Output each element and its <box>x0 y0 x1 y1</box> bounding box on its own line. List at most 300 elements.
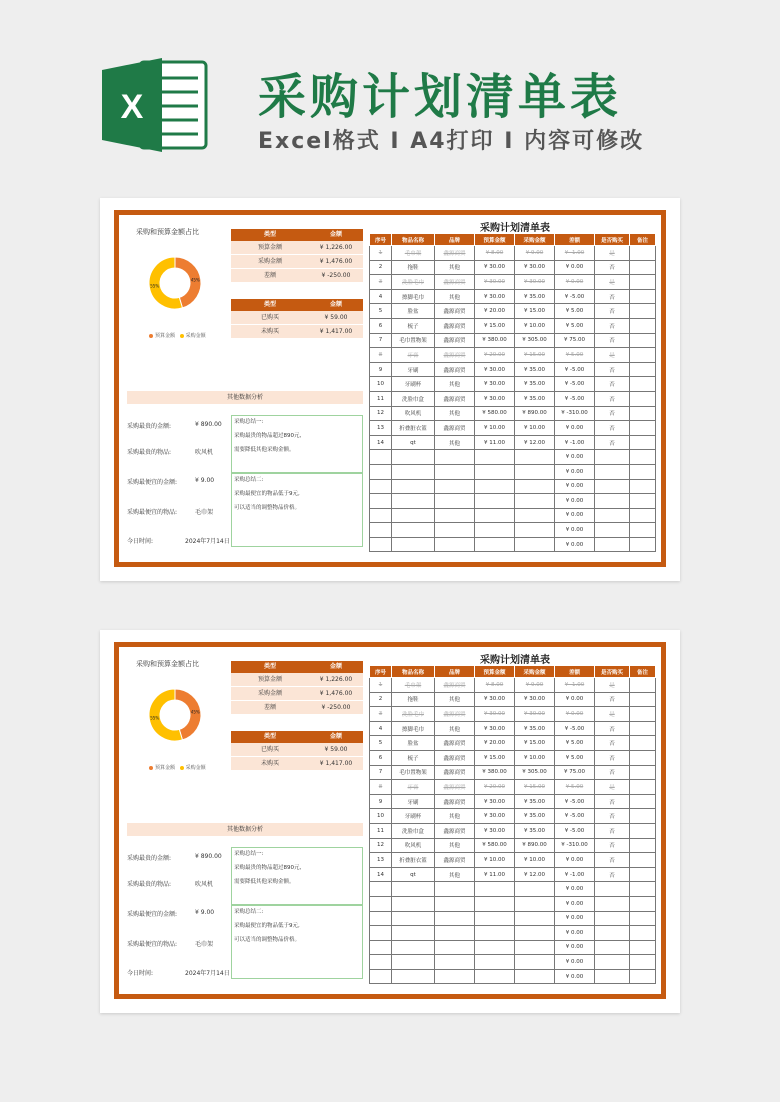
table-row <box>370 435 656 450</box>
cell-bought: 否 <box>595 809 630 824</box>
header-type: 类型 <box>263 663 276 670</box>
analysis-title: 其他数据分析 <box>127 823 363 836</box>
table-row <box>370 823 656 838</box>
cell-no: 9 <box>370 794 392 809</box>
cell-budget: ¥ 30.00 <box>475 391 515 406</box>
cell-diff: ¥ 0.00 <box>555 421 595 436</box>
table-row <box>370 406 656 421</box>
cell-brand: 鑫源商贸 <box>435 794 475 809</box>
cell-note <box>630 721 656 736</box>
column-header: 备注 <box>630 234 656 246</box>
cell-diff: ¥ 0.00 <box>555 494 595 509</box>
summary-table-purchase <box>231 731 363 771</box>
cell-no: 8 <box>370 348 392 363</box>
cell-diff: ¥ 5.00 <box>555 780 595 795</box>
cell-bought: 否 <box>595 867 630 882</box>
summary-row <box>231 757 363 771</box>
cell-diff: ¥ -1.00 <box>555 867 595 882</box>
cell-diff: ¥ -5.00 <box>555 823 595 838</box>
cell-diff: ¥ 0.00 <box>555 260 595 275</box>
cell-cost: ¥ 10.00 <box>515 421 555 436</box>
cell-cost: ¥ 35.00 <box>515 823 555 838</box>
pie-data-label: 45% <box>190 709 200 715</box>
summary-header <box>231 731 363 743</box>
cell-budget: ¥ 11.00 <box>475 867 515 882</box>
cell-note <box>630 853 656 868</box>
cell-no: 6 <box>370 750 392 765</box>
cell-note <box>630 260 656 275</box>
cell-cost: ¥ 10.00 <box>515 853 555 868</box>
stat-label: 采购最便宜的物品: <box>127 509 178 516</box>
summary-box-1 <box>231 847 363 905</box>
cell-bought: 是 <box>595 275 630 290</box>
cell-cost: ¥ 35.00 <box>515 289 555 304</box>
cell-name: 折叠脏衣篮 <box>392 853 435 868</box>
cell-brand: 鑫源商贸 <box>435 246 475 261</box>
summary-table-amounts <box>231 229 363 283</box>
table-title: 采购计划清单表 <box>480 223 550 234</box>
cell-note <box>630 838 656 853</box>
column-header: 物品名称 <box>392 666 435 678</box>
cell-budget: ¥ 30.00 <box>475 362 515 377</box>
table-row <box>370 794 656 809</box>
header-amount: 金额 <box>329 301 342 308</box>
table-row <box>370 809 656 824</box>
cell-budget: ¥ 30.00 <box>475 721 515 736</box>
table-row-empty <box>370 926 656 941</box>
cell-diff: ¥ 0.00 <box>555 926 595 941</box>
cell-diff: ¥ 75.00 <box>555 333 595 348</box>
cell-note <box>630 707 656 722</box>
cell-diff: ¥ -310.00 <box>555 838 595 853</box>
cell-no: 5 <box>370 736 392 751</box>
cell-bought: 否 <box>595 750 630 765</box>
summary-label: 采购金额 <box>257 690 282 697</box>
sheet-page-2 <box>100 630 680 1013</box>
summary-row <box>231 701 363 715</box>
header-type: 类型 <box>263 733 276 740</box>
summary-label: 差额 <box>263 704 276 711</box>
cell-no: 4 <box>370 289 392 304</box>
cell-name: 洗脸巾盒 <box>392 823 435 838</box>
stat-value: 毛巾架 <box>195 509 214 516</box>
summary-box-line: 需要降低其他采购金额。 <box>234 879 295 885</box>
column-header: 序号 <box>370 666 392 678</box>
cell-budget: ¥ 30.00 <box>475 692 515 707</box>
cell-bought: 否 <box>595 406 630 421</box>
stat-label: 今日时间: <box>127 970 154 977</box>
cell-diff: ¥ 5.00 <box>555 750 595 765</box>
stat-value: ¥ 890.00 <box>195 853 222 860</box>
cell-name: 牙刷 <box>392 362 435 377</box>
cell-diff: ¥ -310.00 <box>555 406 595 421</box>
cell-bought: 否 <box>595 435 630 450</box>
table-row <box>370 421 656 436</box>
purchase-plan-table <box>369 233 656 552</box>
cell-note <box>630 377 656 392</box>
summary-label: 采购金额 <box>257 258 282 265</box>
cell-brand: 鑫源商贸 <box>435 678 475 693</box>
cell-name: 毛巾置物架 <box>392 333 435 348</box>
cell-no: 1 <box>370 246 392 261</box>
table-row <box>370 304 656 319</box>
cell-budget: ¥ 30.00 <box>475 794 515 809</box>
table-row <box>370 692 656 707</box>
stat-value: 2024年7月14日 <box>185 538 230 545</box>
cell-diff: ¥ 0.00 <box>555 450 595 465</box>
cell-cost: ¥ 9.00 <box>515 246 555 261</box>
summary-value: ¥ 1,226.00 <box>319 676 353 683</box>
cell-no: 3 <box>370 275 392 290</box>
cell-name: qt <box>392 867 435 882</box>
cell-cost: ¥ 15.00 <box>515 304 555 319</box>
pie-data-label: 55% <box>150 715 160 721</box>
pie-data-label: 45% <box>190 277 200 283</box>
cell-note <box>630 246 656 261</box>
summary-box-line: 采购最贵的物品超过890元, <box>234 865 302 871</box>
cell-cost: ¥ 35.00 <box>515 377 555 392</box>
table-row-empty <box>370 450 656 465</box>
summary-value: ¥ 59.00 <box>324 314 348 321</box>
cell-bought: 是 <box>595 348 630 363</box>
pie-title: 采购和预算金额占比 <box>136 228 199 236</box>
summary-value: ¥ 59.00 <box>324 746 348 753</box>
cell-budget: ¥ 8.00 <box>475 246 515 261</box>
cell-diff: ¥ -1.00 <box>555 678 595 693</box>
cell-diff: ¥ 0.00 <box>555 464 595 479</box>
cell-brand: 其他 <box>435 721 475 736</box>
cell-brand: 其他 <box>435 838 475 853</box>
cell-cost: ¥ 15.00 <box>515 736 555 751</box>
cell-no: 10 <box>370 809 392 824</box>
cell-no: 2 <box>370 260 392 275</box>
cell-no: 8 <box>370 780 392 795</box>
stat-label: 采购最便宜的物品: <box>127 941 178 948</box>
cell-bought: 否 <box>595 838 630 853</box>
legend-dot-purchase <box>180 334 184 338</box>
cell-diff: ¥ 0.00 <box>555 969 595 984</box>
cell-diff: ¥ -5.00 <box>555 794 595 809</box>
stat-label: 采购最贵的金额: <box>127 855 172 862</box>
cell-no: 1 <box>370 678 392 693</box>
cell-brand: 其他 <box>435 435 475 450</box>
cell-cost: ¥ 35.00 <box>515 794 555 809</box>
cell-note <box>630 678 656 693</box>
table-row-empty <box>370 508 656 523</box>
header-amount: 金额 <box>329 663 342 670</box>
table-row <box>370 736 656 751</box>
stat-value: 吹风机 <box>195 449 214 456</box>
cell-name: 吹风机 <box>392 406 435 421</box>
cell-cost: ¥ 15.00 <box>515 780 555 795</box>
cell-cost: ¥ 10.00 <box>515 318 555 333</box>
cell-name: 梳子 <box>392 750 435 765</box>
cell-no: 12 <box>370 838 392 853</box>
summary-box-line: 采购最便宜的物品低于9元, <box>234 491 300 497</box>
cell-diff: ¥ 75.00 <box>555 765 595 780</box>
cell-bought: 否 <box>595 391 630 406</box>
cell-brand: 鑫源商贸 <box>435 318 475 333</box>
legend-dot-purchase <box>180 766 184 770</box>
summary-box-2 <box>231 473 363 547</box>
column-header: 预算金额 <box>475 234 515 246</box>
analysis-title: 其他数据分析 <box>127 391 363 404</box>
cell-budget: ¥ 30.00 <box>475 260 515 275</box>
cell-bought: 否 <box>595 794 630 809</box>
column-header: 差额 <box>555 666 595 678</box>
cell-bought: 否 <box>595 333 630 348</box>
stat-value: ¥ 9.00 <box>195 477 215 484</box>
cell-brand: 鑫源商贸 <box>435 362 475 377</box>
summary-label: 已购买 <box>260 314 279 321</box>
summary-value: ¥ -250.00 <box>321 272 351 279</box>
column-header: 采购金额 <box>515 234 555 246</box>
table-row-empty <box>370 479 656 494</box>
summary-value: ¥ 1,476.00 <box>319 690 353 697</box>
cell-diff: ¥ 0.00 <box>555 275 595 290</box>
table-row <box>370 707 656 722</box>
pie-data-label: 55% <box>150 283 160 289</box>
legend-label-purchase: 采购金额 <box>185 765 206 771</box>
table-row <box>370 853 656 868</box>
cell-name: 擦脚毛巾 <box>392 721 435 736</box>
cell-bought: 否 <box>595 304 630 319</box>
cell-diff: ¥ 5.00 <box>555 736 595 751</box>
cell-name: 毛巾置物架 <box>392 765 435 780</box>
excel-logo-icon <box>100 56 210 154</box>
cell-bought: 是 <box>595 707 630 722</box>
summary-box-line: 可以适当的调整物品价格。 <box>234 505 301 511</box>
cell-cost: ¥ 30.00 <box>515 707 555 722</box>
cell-no: 10 <box>370 377 392 392</box>
cell-diff: ¥ -1.00 <box>555 435 595 450</box>
cell-budget: ¥ 30.00 <box>475 275 515 290</box>
cell-brand: 其他 <box>435 809 475 824</box>
cell-name: 牙膏 <box>392 348 435 363</box>
cell-diff: ¥ -5.00 <box>555 289 595 304</box>
cell-cost: ¥ 35.00 <box>515 362 555 377</box>
column-header: 预算金额 <box>475 666 515 678</box>
pie-title: 采购和预算金额占比 <box>136 660 199 668</box>
cell-no: 13 <box>370 421 392 436</box>
cell-diff: ¥ 0.00 <box>555 853 595 868</box>
logo-letter: X <box>120 88 144 126</box>
summary-row <box>231 311 363 325</box>
summary-box-line: 采购最贵的物品超过890元, <box>234 433 302 439</box>
cell-name: 脸盆 <box>392 304 435 319</box>
cell-brand: 鑫源商贸 <box>435 421 475 436</box>
cell-diff: ¥ 0.00 <box>555 707 595 722</box>
header-amount: 金额 <box>329 231 342 238</box>
cell-cost: ¥ 9.00 <box>515 678 555 693</box>
cell-diff: ¥ 5.00 <box>555 348 595 363</box>
column-header: 采购金额 <box>515 666 555 678</box>
summary-label: 未购买 <box>260 328 279 335</box>
cell-budget: ¥ 15.00 <box>475 750 515 765</box>
cell-bought: 否 <box>595 853 630 868</box>
header-type: 类型 <box>263 301 276 308</box>
cell-budget: ¥ 580.00 <box>475 406 515 421</box>
cell-no: 11 <box>370 823 392 838</box>
cell-note <box>630 421 656 436</box>
legend-label-budget: 预算金额 <box>155 333 176 339</box>
table-row <box>370 678 656 693</box>
cell-budget: ¥ 380.00 <box>475 765 515 780</box>
column-header: 是否购买 <box>595 234 630 246</box>
cell-bought: 否 <box>595 736 630 751</box>
cell-note <box>630 823 656 838</box>
table-header-row <box>370 666 656 678</box>
column-header: 序号 <box>370 234 392 246</box>
cell-diff: ¥ 0.00 <box>555 955 595 970</box>
cell-brand: 鑫源商贸 <box>435 780 475 795</box>
table-row-empty <box>370 882 656 897</box>
cell-diff: ¥ 0.00 <box>555 940 595 955</box>
summary-row <box>231 269 363 283</box>
cell-cost: ¥ 35.00 <box>515 391 555 406</box>
cell-note <box>630 692 656 707</box>
cell-no: 9 <box>370 362 392 377</box>
cell-bought: 否 <box>595 260 630 275</box>
summary-row <box>231 241 363 255</box>
summary-label: 预算金额 <box>257 676 282 683</box>
stat-value: ¥ 890.00 <box>195 421 222 428</box>
header-amount: 金额 <box>329 733 342 740</box>
sub-title: Excel格式 I A4打印 I 内容可修改 <box>258 129 645 154</box>
table-row-empty <box>370 911 656 926</box>
summary-row <box>231 743 363 757</box>
summary-value: ¥ 1,476.00 <box>319 258 353 265</box>
summary-box-1 <box>231 415 363 473</box>
column-header: 物品名称 <box>392 234 435 246</box>
cell-diff: ¥ -5.00 <box>555 721 595 736</box>
cell-cost: ¥ 305.00 <box>515 333 555 348</box>
summary-row <box>231 687 363 701</box>
cell-name: 梳子 <box>392 318 435 333</box>
purchase-plan-table <box>369 665 656 984</box>
cell-no: 13 <box>370 853 392 868</box>
stat-value: 吹风机 <box>195 881 214 888</box>
cell-bought: 否 <box>595 377 630 392</box>
cell-diff: ¥ 0.00 <box>555 508 595 523</box>
table-row <box>370 348 656 363</box>
cell-brand: 鑫源商贸 <box>435 275 475 290</box>
cell-diff: ¥ -5.00 <box>555 391 595 406</box>
pie-legend <box>149 332 206 339</box>
cell-brand: 其他 <box>435 377 475 392</box>
cell-cost: ¥ 305.00 <box>515 765 555 780</box>
column-header: 备注 <box>630 666 656 678</box>
cell-cost: ¥ 10.00 <box>515 750 555 765</box>
summary-box-line: 采购最便宜的物品低于9元, <box>234 923 300 929</box>
summary-value: ¥ 1,417.00 <box>319 328 353 335</box>
cell-diff: ¥ -1.00 <box>555 246 595 261</box>
cell-cost: ¥ 890.00 <box>515 406 555 421</box>
cell-cost: ¥ 12.00 <box>515 435 555 450</box>
cell-diff: ¥ -5.00 <box>555 809 595 824</box>
table-row <box>370 391 656 406</box>
table-row <box>370 289 656 304</box>
main-title: 采购计划清单表 <box>258 69 623 125</box>
table-row <box>370 750 656 765</box>
cell-budget: ¥ 20.00 <box>475 780 515 795</box>
cell-bought: 否 <box>595 765 630 780</box>
cell-name: 洗脸巾盒 <box>392 391 435 406</box>
cell-cost: ¥ 35.00 <box>515 809 555 824</box>
cell-bought: 否 <box>595 362 630 377</box>
summary-box-line: 可以适当的调整物品价格。 <box>234 937 301 943</box>
cell-budget: ¥ 10.00 <box>475 421 515 436</box>
cell-no: 12 <box>370 406 392 421</box>
cell-no: 6 <box>370 318 392 333</box>
cell-brand: 鑫源商贸 <box>435 853 475 868</box>
summary-label: 未购买 <box>260 760 279 767</box>
cell-name: 牙膏 <box>392 780 435 795</box>
donut-chart <box>147 255 203 311</box>
cell-budget: ¥ 10.00 <box>475 853 515 868</box>
cell-budget: ¥ 30.00 <box>475 707 515 722</box>
summary-box-2 <box>231 905 363 979</box>
cell-cost: ¥ 15.00 <box>515 348 555 363</box>
summary-box-line: 采购总结二: <box>234 477 264 483</box>
summary-value: ¥ -250.00 <box>321 704 351 711</box>
summary-box-line: 采购总结二: <box>234 909 264 915</box>
cell-cost: ¥ 890.00 <box>515 838 555 853</box>
cell-note <box>630 750 656 765</box>
table-row <box>370 838 656 853</box>
cell-name: 洗脸毛巾 <box>392 275 435 290</box>
cell-name: 脸盆 <box>392 736 435 751</box>
table-row-empty <box>370 464 656 479</box>
pie-legend <box>149 764 206 771</box>
summary-table-amounts <box>231 661 363 715</box>
cell-name: 吹风机 <box>392 838 435 853</box>
cell-name: 毛巾架 <box>392 246 435 261</box>
stat-label: 采购最贵的金额: <box>127 423 172 430</box>
cell-brand: 其他 <box>435 867 475 882</box>
legend-dot-budget <box>149 766 153 770</box>
stat-label: 采购最贵的物品: <box>127 881 172 888</box>
cell-diff: ¥ 0.00 <box>555 537 595 552</box>
sheet-frame <box>114 642 666 999</box>
cell-brand: 鑫源商贸 <box>435 391 475 406</box>
cell-note <box>630 406 656 421</box>
stat-label: 采购最便宜的金额: <box>127 479 178 486</box>
cell-budget: ¥ 580.00 <box>475 838 515 853</box>
table-row <box>370 333 656 348</box>
cell-bought: 否 <box>595 823 630 838</box>
table-row <box>370 275 656 290</box>
summary-header <box>231 229 363 241</box>
cell-name: 折叠脏衣篮 <box>392 421 435 436</box>
cell-brand: 其他 <box>435 406 475 421</box>
cell-note <box>630 736 656 751</box>
table-row <box>370 260 656 275</box>
cell-brand: 鑫源商贸 <box>435 736 475 751</box>
column-header: 品牌 <box>435 666 475 678</box>
cell-diff: ¥ 0.00 <box>555 523 595 538</box>
cell-brand: 其他 <box>435 692 475 707</box>
legend-label-budget: 预算金额 <box>155 765 176 771</box>
table-title: 采购计划清单表 <box>480 655 550 666</box>
cell-name: 牙刷杯 <box>392 809 435 824</box>
cell-note <box>630 809 656 824</box>
cell-name: 毛巾架 <box>392 678 435 693</box>
column-header: 是否购买 <box>595 666 630 678</box>
summary-row <box>231 325 363 339</box>
table-header-row <box>370 234 656 246</box>
cell-note <box>630 765 656 780</box>
